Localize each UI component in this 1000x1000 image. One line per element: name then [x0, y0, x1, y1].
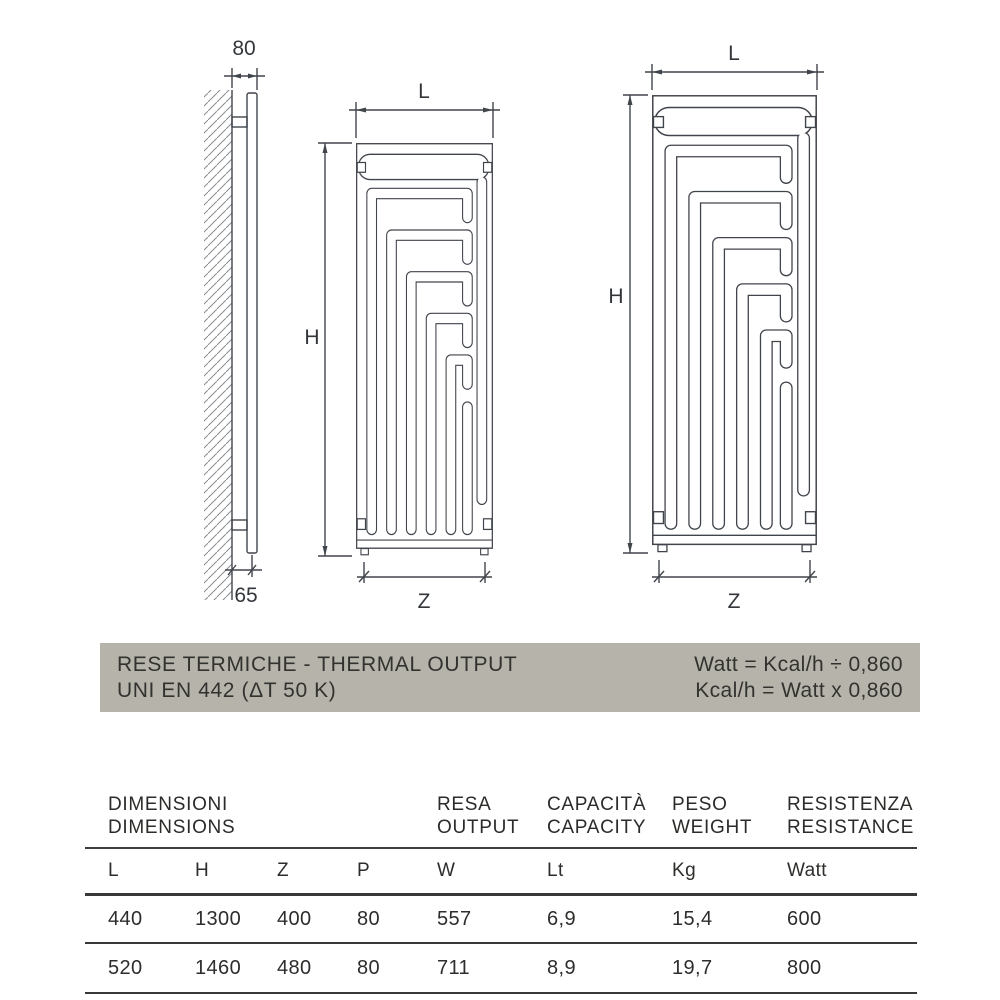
group-header-it: DIMENSIONI: [108, 794, 228, 815]
wall-bracket-bottom: [232, 520, 247, 530]
dim-label-H: H: [608, 285, 624, 308]
wall-section: [204, 90, 232, 600]
group-header-en: OUTPUT: [437, 817, 520, 838]
group-header-en: DIMENSIONS: [108, 817, 236, 838]
banner-title: [117, 652, 517, 704]
dim-label-L: L: [728, 42, 740, 65]
cell-Lt: 8,9: [547, 956, 577, 979]
group-header-it: RESA: [437, 794, 492, 815]
unit-header-P: P: [357, 860, 371, 881]
dimension-H-large: [608, 95, 648, 553]
group-header-it: CAPACITÀ: [547, 794, 647, 815]
thermal-output-banner: [100, 643, 920, 712]
unit-header-Z: Z: [277, 860, 290, 881]
front-view-small: [300, 80, 510, 620]
cell-H: 1300: [195, 907, 242, 930]
cell-Watt: 800: [787, 956, 822, 979]
group-header-it: RESISTENZA: [787, 794, 914, 815]
dim-label-Z: Z: [727, 590, 741, 613]
table-row: [85, 896, 917, 944]
cell-Z: 480: [277, 956, 312, 979]
unit-header-Watt: Watt: [787, 860, 827, 881]
cell-W: 711: [437, 956, 471, 979]
cell-W: 557: [437, 907, 472, 930]
unit-header-Lt: Lt: [547, 860, 564, 881]
dim-label-80: 80: [232, 37, 256, 60]
dim-label-Z: Z: [417, 590, 431, 613]
dim-label-65: 65: [234, 584, 258, 607]
banner-formula-line1: Watt = Kcal/h ÷ 0,860: [694, 652, 903, 676]
group-header-weight: [649, 793, 764, 839]
radiator-side-profile: [247, 93, 257, 553]
side-view-drawing: [190, 30, 290, 615]
group-header-output: [414, 793, 524, 839]
unit-header-H: H: [195, 860, 210, 881]
group-header-it: PESO: [672, 794, 728, 815]
group-header-en: CAPACITY: [547, 817, 647, 838]
dimension-L-small: [349, 80, 500, 138]
unit-header-L: L: [108, 860, 119, 881]
banner-title-line2: UNI EN 442 (ΔT 50 K): [117, 678, 337, 702]
table-group-header-row: [85, 785, 917, 849]
group-header-en: RESISTANCE: [787, 817, 915, 838]
group-header-resistance: [764, 793, 917, 839]
dimension-Z-small: [357, 562, 492, 613]
dimension-Z-large: [652, 560, 817, 613]
group-header-dimensions: [85, 793, 414, 839]
front-view-large: [600, 40, 840, 620]
unit-header-Kg: Kg: [672, 860, 697, 881]
cell-H: 1460: [195, 956, 242, 979]
cell-Z: 400: [277, 907, 312, 930]
wall-bracket-top: [232, 117, 247, 127]
cell-Kg: 19,7: [672, 956, 713, 979]
cell-L: 520: [108, 956, 143, 979]
unit-header-W: W: [437, 860, 456, 881]
table-unit-header-row: [85, 849, 917, 896]
banner-formulas: [694, 652, 903, 704]
cell-Watt: 600: [787, 907, 822, 930]
table-row: [85, 944, 917, 994]
group-header-capacity: [524, 793, 649, 839]
banner-title-line1: RESE TERMICHE - THERMAL OUTPUT: [117, 652, 518, 676]
dim-label-H: H: [304, 326, 320, 349]
banner-formula-line2: Kcal/h = Watt x 0,860: [695, 678, 903, 702]
dim-label-L: L: [418, 80, 430, 103]
dimension-80: [224, 37, 265, 90]
cell-Kg: 15,4: [672, 907, 713, 930]
dimension-H-small: [304, 143, 352, 556]
group-header-en: WEIGHT: [672, 817, 753, 838]
cell-Lt: 6,9: [547, 907, 577, 930]
cell-L: 440: [108, 907, 143, 930]
spec-table: [85, 785, 917, 994]
cell-P: 80: [357, 956, 381, 979]
dimension-L-large: [645, 42, 824, 90]
cell-P: 80: [357, 907, 381, 930]
